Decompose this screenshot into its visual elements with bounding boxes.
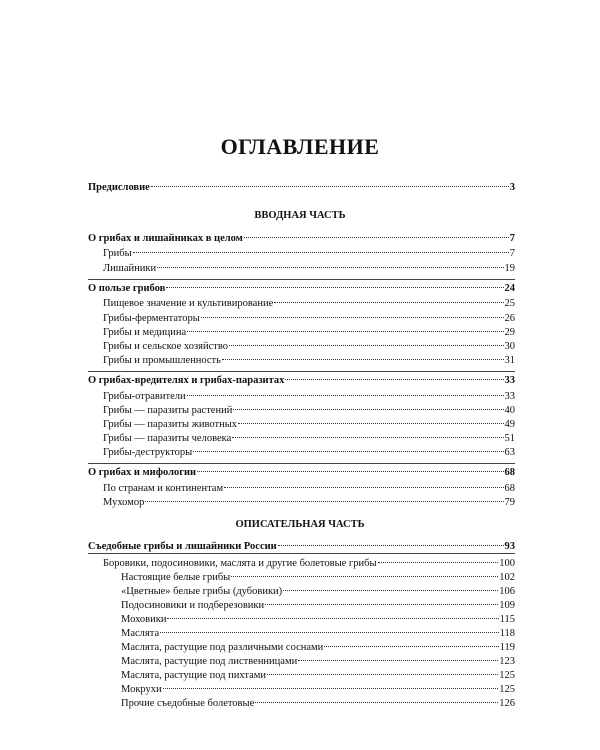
toc-page: 125: [499, 670, 515, 681]
toc-entry[interactable]: [121, 613, 515, 626]
toc-page: 102: [499, 572, 515, 583]
dot-leader: [224, 486, 503, 488]
toc-label: О грибах-вредителях и грибах-паразитах: [88, 375, 285, 386]
toc-entry[interactable]: [121, 641, 515, 654]
toc-page: 79: [504, 497, 515, 508]
toc-page: 33: [504, 391, 515, 402]
toc-entry[interactable]: [103, 482, 515, 495]
toc-entry[interactable]: [103, 446, 515, 459]
toc-page: 68: [504, 467, 515, 478]
section-heading-descriptive: ОПИСАТЕЛЬНАЯ ЧАСТЬ: [235, 519, 365, 530]
toc-entry[interactable]: [121, 599, 515, 612]
toc-entry[interactable]: [103, 496, 515, 509]
toc-label: Маслята, растущие под пихтами: [121, 670, 267, 681]
toc-entry[interactable]: [121, 627, 515, 640]
toc-page: 7: [509, 233, 515, 244]
toc-entry[interactable]: [121, 683, 515, 696]
dot-leader: [201, 316, 504, 318]
toc-label: Съедобные грибы и лишайники России: [88, 541, 277, 552]
toc-label: Прочие съедобные болетовые: [121, 698, 255, 709]
dot-leader: [160, 631, 499, 633]
toc-label: Мокрухи: [121, 684, 162, 695]
toc-label: Грибы-отравители: [103, 391, 186, 402]
toc-page: 123: [499, 656, 515, 667]
toc-page: 30: [504, 341, 515, 352]
toc-entry[interactable]: [103, 262, 515, 275]
toc-label: Предисловие: [88, 182, 150, 193]
page-title: ОГЛАВЛЕНИЕ: [220, 134, 380, 159]
toc-page: 40: [504, 405, 515, 416]
toc-label: По странам и континентам: [103, 483, 224, 494]
toc-entry[interactable]: [103, 247, 515, 260]
toc-label: Грибы-ферментаторы: [103, 313, 200, 324]
toc-label: Моховики: [121, 614, 167, 625]
toc-entry[interactable]: [103, 418, 515, 431]
separator: [88, 279, 515, 280]
toc-entry[interactable]: [103, 390, 515, 403]
toc-label: Лишайники: [103, 263, 157, 274]
toc-entry[interactable]: [103, 312, 515, 325]
toc-label: Маслята, растущие под лиственницами: [121, 656, 298, 667]
dot-leader: [255, 701, 498, 703]
toc-label: «Цветные» белые грибы (дубовики): [121, 586, 283, 597]
toc-label: Грибы-деструкторы: [103, 447, 193, 458]
toc-page: 26: [504, 313, 515, 324]
toc-entry[interactable]: [121, 697, 515, 710]
dot-leader: [151, 185, 509, 187]
dot-leader: [324, 645, 498, 647]
toc-entry[interactable]: [103, 354, 515, 367]
toc-label: Мухомор: [103, 497, 145, 508]
toc-label: Грибы и промышленность: [103, 355, 221, 366]
toc-entry[interactable]: [88, 466, 515, 479]
toc-entry[interactable]: [103, 297, 515, 310]
toc-page: 29: [504, 327, 515, 338]
dot-leader: [133, 251, 509, 253]
toc-page: 7: [509, 248, 515, 259]
toc-entry[interactable]: [88, 374, 515, 387]
dot-leader: [274, 301, 503, 303]
toc-entry[interactable]: [121, 571, 515, 584]
toc-entry[interactable]: [103, 404, 515, 417]
toc-page: 31: [504, 355, 515, 366]
toc-label: Подосиновики и подберезовики: [121, 600, 265, 611]
toc-page: 24: [504, 283, 515, 294]
dot-leader: [233, 408, 503, 410]
toc-entry[interactable]: [121, 655, 515, 668]
dot-leader: [229, 344, 504, 346]
toc-entry[interactable]: [121, 669, 515, 682]
toc-label: Маслята: [121, 628, 160, 639]
toc-label: Настоящие белые грибы: [121, 572, 231, 583]
dot-leader: [283, 589, 498, 591]
dot-leader: [278, 544, 504, 546]
toc-label: О пользе грибов: [88, 283, 166, 294]
dot-leader: [265, 603, 498, 605]
separator: [88, 371, 515, 372]
toc-page: 19: [504, 263, 515, 274]
toc-label: Пищевое значение и культивирование: [103, 298, 274, 309]
dot-leader: [187, 394, 504, 396]
toc-entry[interactable]: [103, 340, 515, 353]
section-heading-intro: ВВОДНАЯ ЧАСТЬ: [254, 210, 346, 221]
toc-page: 115: [499, 614, 515, 625]
dot-leader: [193, 450, 503, 452]
dot-leader: [232, 436, 503, 438]
toc-label: Маслята, растущие под различными соснами: [121, 642, 324, 653]
toc-entry[interactable]: [121, 585, 515, 598]
toc-label: Грибы — паразиты животных: [103, 419, 238, 430]
toc-entry[interactable]: [88, 232, 515, 245]
toc-label: О грибах и лишайниках в целом: [88, 233, 243, 244]
dot-leader: [298, 659, 498, 661]
toc-entry-preface[interactable]: [88, 181, 515, 194]
dot-leader: [267, 673, 498, 675]
separator: [88, 553, 515, 554]
toc-page: 100: [499, 558, 515, 569]
toc-page: 119: [499, 642, 515, 653]
toc-page: 118: [499, 628, 515, 639]
toc-entry[interactable]: [88, 540, 515, 553]
toc-page: 3: [509, 182, 515, 193]
dot-leader: [378, 561, 499, 563]
toc-label: Грибы: [103, 248, 132, 259]
dot-leader: [145, 500, 503, 502]
dot-leader: [167, 617, 498, 619]
separator: [88, 463, 515, 464]
toc-entry[interactable]: [88, 282, 515, 295]
toc-page: 63: [504, 447, 515, 458]
toc-label: Боровики, подосиновики, маслята и другие болетовые грибы: [103, 558, 377, 569]
dot-leader: [187, 330, 503, 332]
toc-entry[interactable]: [103, 557, 515, 570]
toc-label: О грибах и мифологии: [88, 467, 197, 478]
toc-page: 33: [504, 375, 515, 386]
dot-leader: [166, 286, 503, 288]
dot-leader: [157, 266, 503, 268]
dot-leader: [163, 687, 499, 689]
dot-leader: [285, 378, 503, 380]
toc-label: Грибы — паразиты человека: [103, 433, 232, 444]
toc-label: Грибы и сельское хозяйство: [103, 341, 228, 352]
toc-page: 125: [499, 684, 515, 695]
toc-page: 126: [499, 698, 515, 709]
toc-page: 93: [504, 541, 515, 552]
toc-label: Грибы — паразиты растений: [103, 405, 233, 416]
toc-label: Грибы и медицина: [103, 327, 187, 338]
toc-page: 109: [499, 600, 515, 611]
dot-leader: [231, 575, 498, 577]
dot-leader: [197, 470, 503, 472]
toc-page: 49: [504, 419, 515, 430]
dot-leader: [238, 422, 503, 424]
dot-leader: [222, 358, 504, 360]
toc-entry[interactable]: [103, 326, 515, 339]
dot-leader: [244, 236, 509, 238]
toc-entry[interactable]: [103, 432, 515, 445]
toc-page: 25: [504, 298, 515, 309]
toc-page: 106: [499, 586, 515, 597]
toc-page: 68: [504, 483, 515, 494]
toc-page: 51: [504, 433, 515, 444]
